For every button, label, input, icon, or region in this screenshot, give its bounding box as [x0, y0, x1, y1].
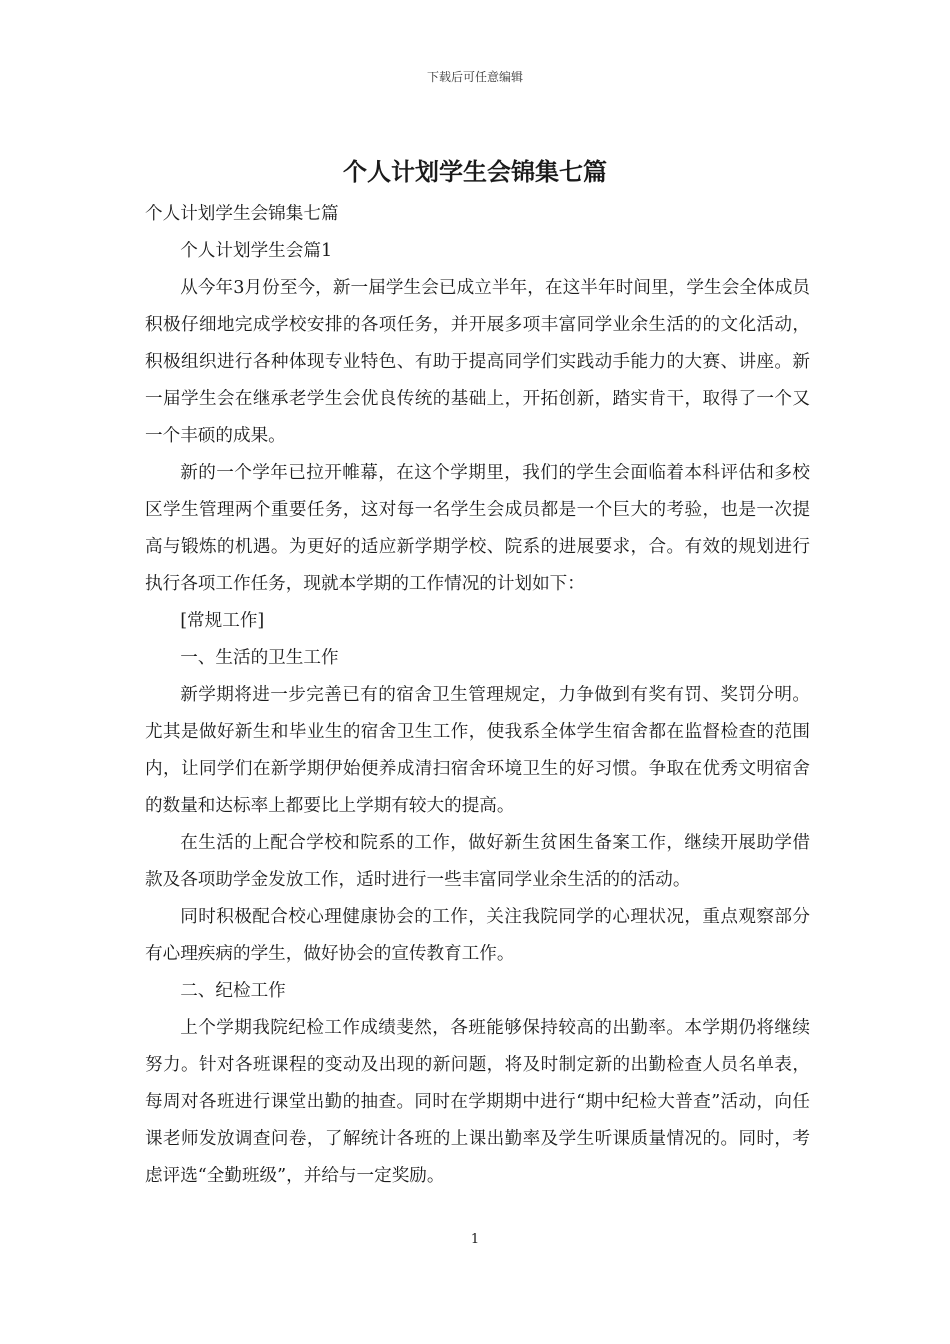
document-body — [145, 196, 810, 1195]
section-heading: 个人计划学生会篇1 — [180, 241, 333, 261]
paragraph: 从今年3月份至今，新一届学生会已成立半年，在这半年时间里，学生会全体成员积极仔细地完成学校安排的各项任务，并开展多项丰富同学业余生活的的文化活动，积极组织进行各种体现专业特色、有助于提高同学们实践动手能力的大赛、讲座。新一届学生会在继承老学生会优良传统的基础上，开拓创新，踏实肯干，取得了一个又一个丰硕的成果。 — [145, 278, 810, 446]
paragraph: 同时积极配合校心理健康协会的工作，关注我院同学的心理状况，重点观察部分有心理疾病的学生，做好协会的宣传教育工作。 — [145, 907, 810, 964]
section-heading: [常规工作] — [180, 611, 265, 631]
paragraph: 在生活的上配合学校和院系的工作，做好新生贫困生备案工作，继续开展助学借款及各项助学金发放工作，适时进行一些丰富同学业余生活的的活动。 — [145, 833, 810, 890]
paragraph: 新的一个学年已拉开帷幕，在这个学期里，我们的学生会面临着本科评估和多校区学生管理两个重要任务，这对每一名学生会成员都是一个巨大的考验，也是一次提高与锻炼的机遇。为更好的适应新学期学校、院系的进展要求，合。有效的规划进行执行各项工作任务，现就本学期的工作情况的计划如下： — [145, 463, 810, 594]
document-subtitle: 个人计划学生会锦集七篇 — [145, 204, 339, 224]
section-heading: 二、纪检工作 — [180, 981, 286, 1001]
paragraph: 新学期将进一步完善已有的宿舍卫生管理规定，力争做到有奖有罚、奖罚分明。尤其是做好新生和毕业生的宿舍卫生工作，使我系全体学生宿舍都在监督检查的范围内，让同学们在新学期伊始便养成清扫宿舍环境卫生的好习惯。争取在优秀文明宿舍的数量和达标率上都要比上学期有较大的提高。 — [145, 685, 810, 816]
document-title: 个人计划学生会锦集七篇 — [343, 157, 607, 186]
paragraph: 上个学期我院纪检工作成绩斐然，各班能够保持较高的出勤率。本学期仍将继续努力。针对各班课程的变动及出现的新问题，将及时制定新的出勤检查人员名单表，每周对各班进行课堂出勤的抽查。同时在学期期中进行“期中纪检大普查”活动，向任课老师发放调查问卷，了解统计各班的上课出勤率及学生听课质量情况的。同时，考虑评选“全勤班级”，并给与一定奖励。 — [145, 1018, 810, 1186]
section-heading: 一、生活的卫生工作 — [180, 648, 339, 668]
page-header: 下载后可任意编辑 — [426, 70, 523, 84]
page-number: 1 — [470, 1232, 480, 1247]
